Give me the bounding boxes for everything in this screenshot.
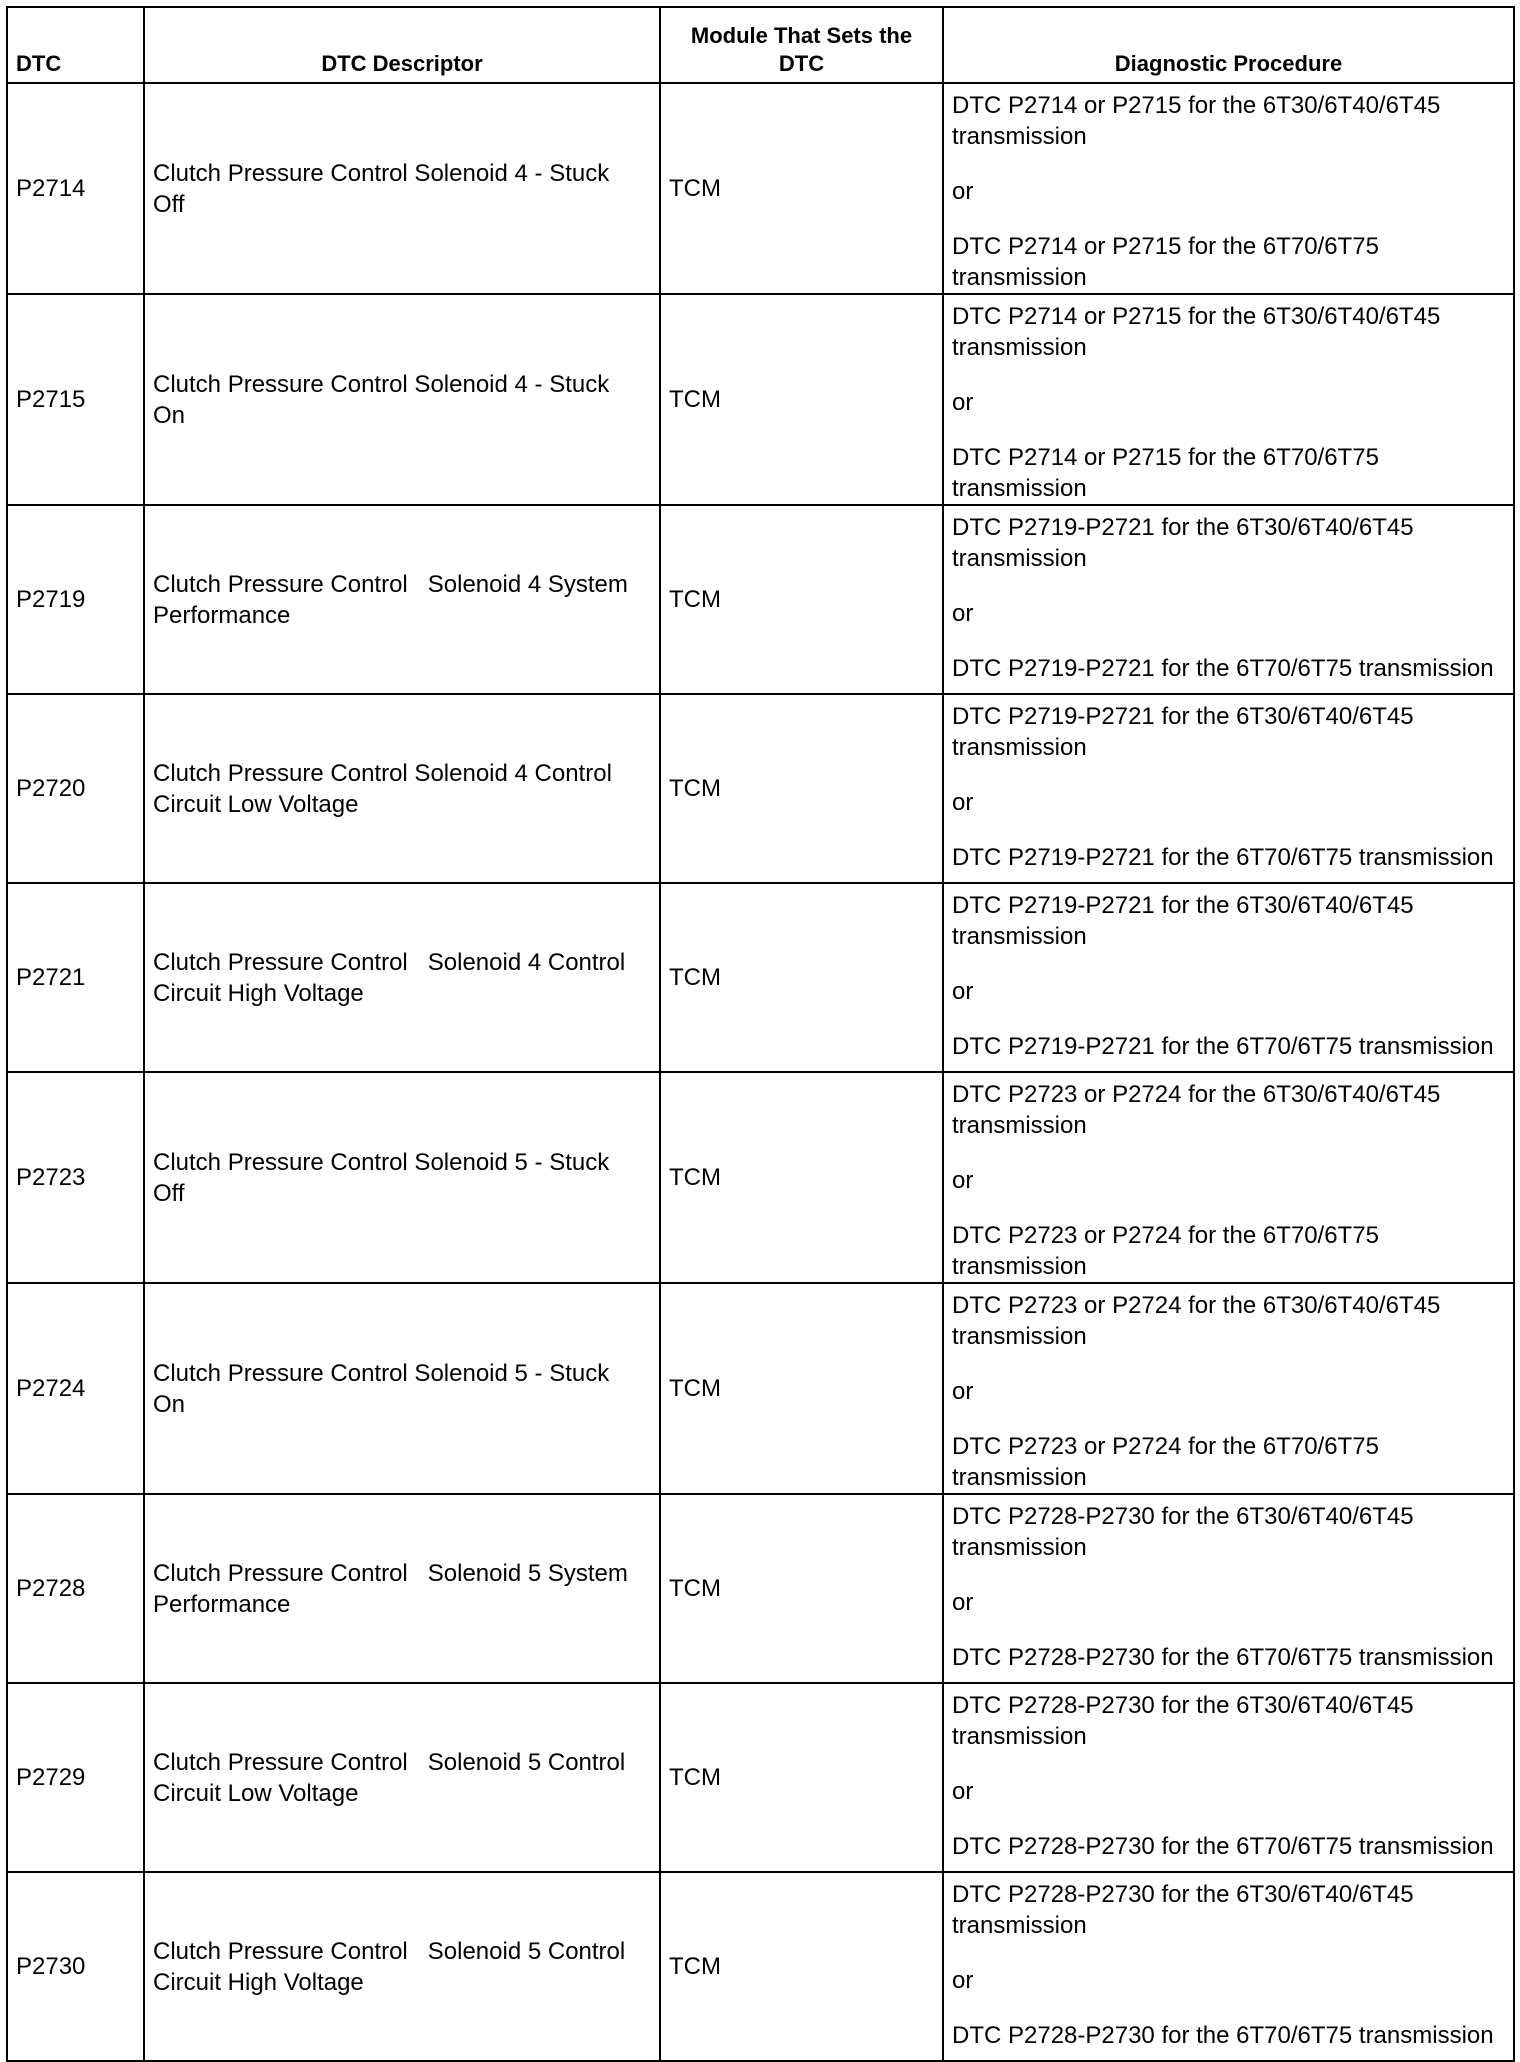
dtc-table [6,6,1515,2062]
procedure-link-primary[interactable]: DTC P2723 or P2724 for the 6T30/6T40/6T45 transmission [952,1292,1441,1350]
dtc-code-cell: P2715 [7,294,144,505]
spacer [952,1807,1505,1831]
procedure-link-primary[interactable]: DTC P2719-P2721 for the 6T30/6T40/6T45 transmission [952,892,1414,950]
diagnostic-procedure-cell [943,883,1514,1072]
dtc-code-cell: P2719 [7,505,144,694]
spacer [952,152,1505,176]
spacer [952,952,1505,976]
spacer [952,363,1505,387]
diagnostic-procedure-cell [943,505,1514,694]
spacer [952,574,1505,598]
module-cell: TCM [660,1872,943,2061]
header-module [660,7,943,83]
dtc-descriptor-text: Clutch Pressure Control Solenoid 5 Control Circuit Low Voltage [153,1748,632,1807]
procedure-or-text: or [952,1167,974,1194]
module-cell: TCM [660,883,943,1072]
dtc-descriptor-cell [144,1283,660,1494]
dtc-descriptor-text: Clutch Pressure Control Solenoid 5 - Stuck Off [153,1148,616,1207]
spacer [952,629,1505,653]
procedure-link-primary[interactable]: DTC P2728-P2730 for the 6T30/6T40/6T45 transmission [952,1503,1414,1561]
table-row [7,1072,1514,1283]
dtc-descriptor-text: Clutch Pressure Control Solenoid 4 Control Circuit Low Voltage [153,759,619,818]
diagnostic-procedure-cell [943,1872,1514,2061]
dtc-code-cell: P2721 [7,883,144,1072]
table-row [7,1683,1514,1872]
table-row [7,83,1514,294]
dtc-code-cell: P2728 [7,1494,144,1683]
spacer [952,1352,1505,1376]
dtc-descriptor-cell [144,1494,660,1683]
dtc-code-cell: P2724 [7,1283,144,1494]
dtc-descriptor-text: Clutch Pressure Control Solenoid 4 Control Circuit High Voltage [153,948,632,1007]
spacer [952,1407,1505,1431]
header-module-line1: Module That Sets the [690,23,913,48]
module-cell: TCM [660,694,943,883]
procedure-or-text: or [952,789,974,816]
procedure-link-primary[interactable]: DTC P2714 or P2715 for the 6T30/6T40/6T45 transmission [952,92,1441,150]
header-procedure: Diagnostic Procedure [943,7,1514,83]
dtc-descriptor-cell [144,83,660,294]
dtc-descriptor-cell [144,1072,660,1283]
procedure-link-primary[interactable]: DTC P2714 or P2715 for the 6T30/6T40/6T45 transmission [952,303,1441,361]
procedure-link-secondary[interactable]: DTC P2714 or P2715 for the 6T70/6T75 transmission [952,233,1379,291]
dtc-descriptor-text: Clutch Pressure Control Solenoid 4 - Stuck Off [153,159,616,218]
diagnostic-procedure-cell [943,83,1514,294]
dtc-descriptor-text: Clutch Pressure Control Solenoid 4 - Stuck On [153,370,616,429]
dtc-descriptor-cell [144,883,660,1072]
header-row [7,7,1514,83]
procedure-or-text: or [952,1967,974,1994]
procedure-or-text: or [952,1378,974,1405]
module-cell: TCM [660,1283,943,1494]
module-cell: TCM [660,83,943,294]
procedure-or-text: or [952,600,974,627]
procedure-link-primary[interactable]: DTC P2719-P2721 for the 6T30/6T40/6T45 transmission [952,514,1414,572]
spacer [952,818,1505,842]
dtc-code-cell: P2720 [7,694,144,883]
diagnostic-procedure-cell [943,1283,1514,1494]
procedure-link-secondary[interactable]: DTC P2723 or P2724 for the 6T70/6T75 transmission [952,1222,1379,1280]
spacer [952,763,1505,787]
spacer [952,207,1505,231]
module-cell: TCM [660,505,943,694]
table-row [7,505,1514,694]
dtc-descriptor-text: Clutch Pressure Control Solenoid 5 Control Circuit High Voltage [153,1937,632,1996]
procedure-link-secondary[interactable]: DTC P2728-P2730 for the 6T70/6T75 transmission [952,1644,1494,1671]
diagnostic-procedure-cell [943,694,1514,883]
procedure-link-secondary[interactable]: DTC P2728-P2730 for the 6T70/6T75 transmission [952,2022,1494,2049]
procedure-or-text: or [952,178,974,205]
diagnostic-procedure-cell [943,294,1514,505]
procedure-link-secondary[interactable]: DTC P2728-P2730 for the 6T70/6T75 transmission [952,1833,1494,1860]
procedure-link-secondary[interactable]: DTC P2714 or P2715 for the 6T70/6T75 transmission [952,444,1379,502]
spacer [952,1941,1505,1965]
spacer [952,1618,1505,1642]
dtc-descriptor-cell [144,1683,660,1872]
table-header [7,7,1514,83]
diagnostic-procedure-cell [943,1683,1514,1872]
diagnostic-procedure-cell [943,1072,1514,1283]
module-cell: TCM [660,1494,943,1683]
spacer [952,1996,1505,2020]
dtc-descriptor-cell [144,694,660,883]
procedure-or-text: or [952,389,974,416]
table-row [7,294,1514,505]
spacer [952,418,1505,442]
dtc-descriptor-text: Clutch Pressure Control Solenoid 5 - Stuck On [153,1359,616,1418]
procedure-or-text: or [952,978,974,1005]
module-cell: TCM [660,1072,943,1283]
dtc-code-cell: P2729 [7,1683,144,1872]
table-body [7,83,1514,2061]
dtc-code-cell: P2730 [7,1872,144,2061]
procedure-link-secondary[interactable]: DTC P2719-P2721 for the 6T70/6T75 transmission [952,1033,1494,1060]
procedure-or-text: or [952,1778,974,1805]
header-module-line2: DTC [778,51,825,76]
spacer [952,1196,1505,1220]
module-cell: TCM [660,1683,943,1872]
procedure-link-primary[interactable]: DTC P2723 or P2724 for the 6T30/6T40/6T45 transmission [952,1081,1441,1139]
table-row [7,1283,1514,1494]
spacer [952,1141,1505,1165]
dtc-descriptor-cell [144,505,660,694]
header-descriptor: DTC Descriptor [144,7,660,83]
procedure-link-primary[interactable]: DTC P2719-P2721 for the 6T30/6T40/6T45 transmission [952,703,1414,761]
dtc-descriptor-cell [144,294,660,505]
dtc-code-cell: P2723 [7,1072,144,1283]
table-row [7,694,1514,883]
procedure-link-secondary[interactable]: DTC P2723 or P2724 for the 6T70/6T75 transmission [952,1433,1379,1491]
dtc-descriptor-text: Clutch Pressure Control Solenoid 5 System Performance [153,1559,635,1618]
procedure-link-secondary[interactable]: DTC P2719-P2721 for the 6T70/6T75 transmission [952,655,1494,682]
table-row [7,1494,1514,1683]
dtc-code-cell: P2714 [7,83,144,294]
procedure-or-text: or [952,1589,974,1616]
module-cell: TCM [660,294,943,505]
procedure-link-primary[interactable]: DTC P2728-P2730 for the 6T30/6T40/6T45 transmission [952,1881,1414,1939]
header-dtc: DTC [7,7,144,83]
spacer [952,1563,1505,1587]
dtc-descriptor-cell [144,1872,660,2061]
table-row [7,883,1514,1072]
diagnostic-procedure-cell [943,1494,1514,1683]
spacer [952,1007,1505,1031]
table-row [7,1872,1514,2061]
procedure-link-primary[interactable]: DTC P2728-P2730 for the 6T30/6T40/6T45 transmission [952,1692,1414,1750]
dtc-descriptor-text: Clutch Pressure Control Solenoid 4 System Performance [153,570,635,629]
spacer [952,1752,1505,1776]
procedure-link-secondary[interactable]: DTC P2719-P2721 for the 6T70/6T75 transmission [952,844,1494,871]
